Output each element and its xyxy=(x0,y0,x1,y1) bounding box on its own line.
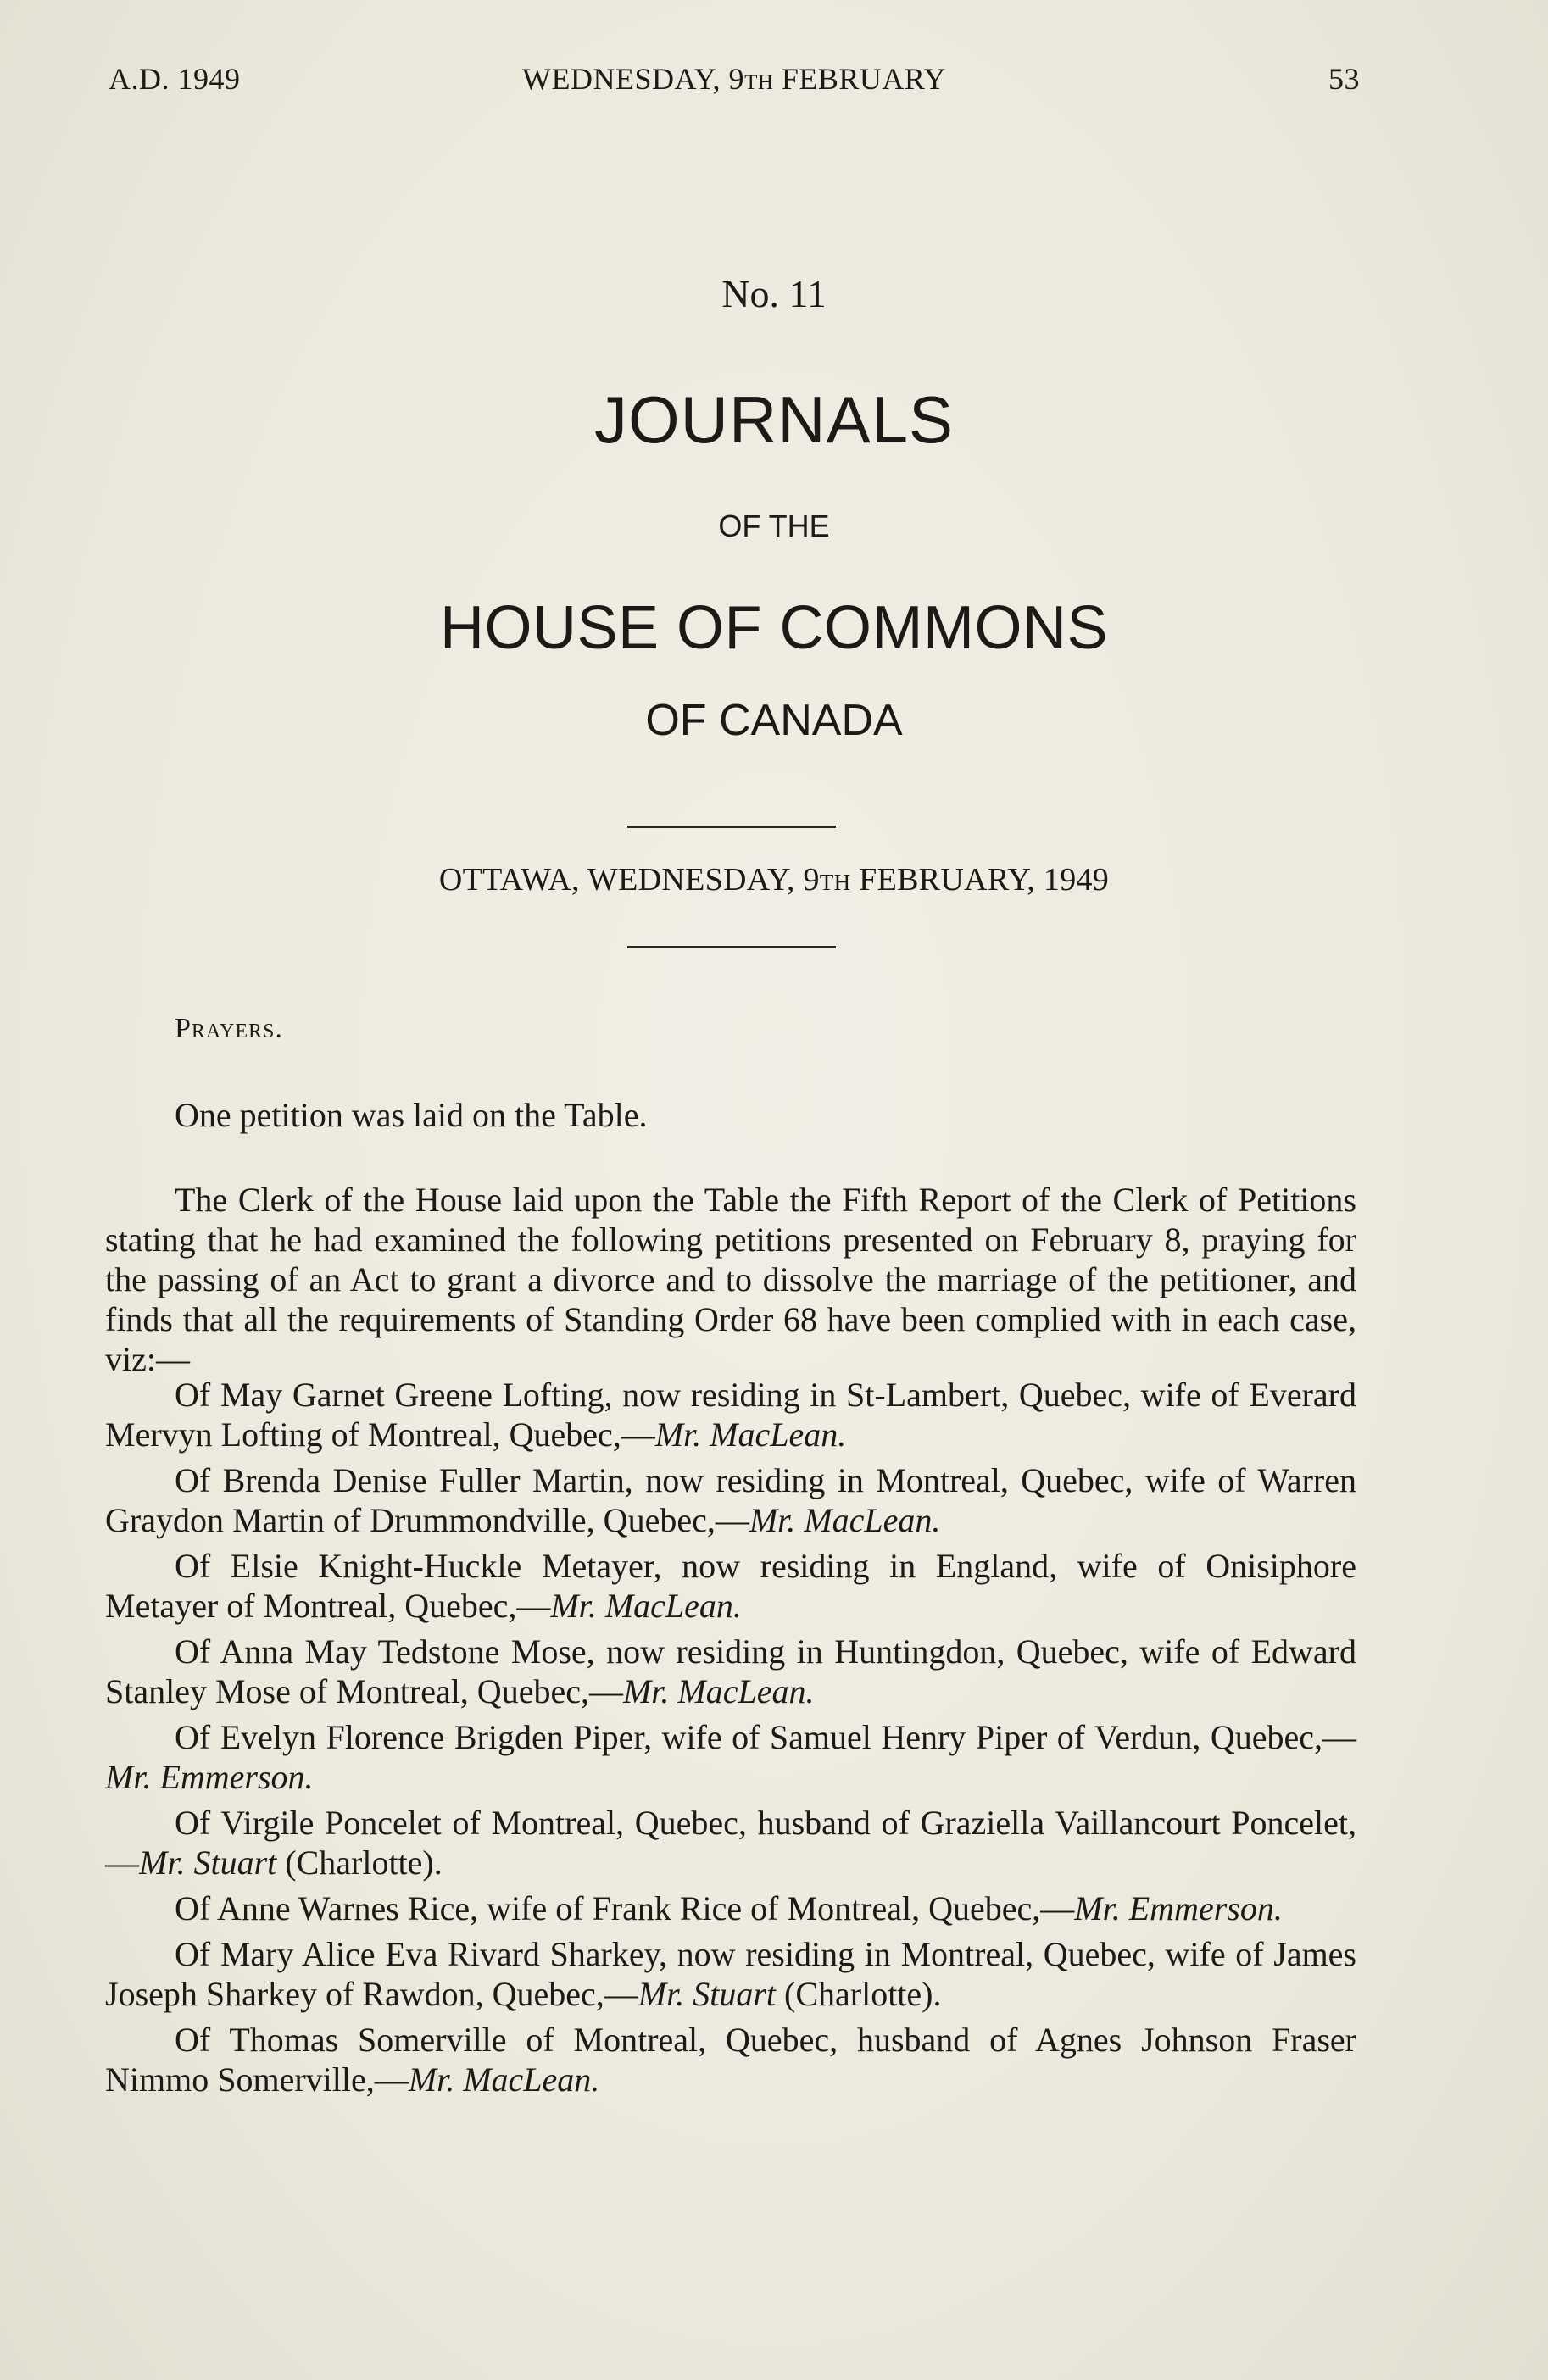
sponsor-riding: (Charlotte). xyxy=(776,1975,942,2013)
petition-entry xyxy=(105,1460,1356,1540)
sponsor-member: Mr. Emmerson. xyxy=(105,1758,314,1796)
petition-text: Of Evelyn Florence Brigden Piper, wife of Samuel Henry Piper of Verdun, Quebec,— xyxy=(175,1718,1356,1756)
petition-text: Of Mary Alice Eva Rivard Sharkey, now residing in Montreal, Quebec, wife of James Joseph Sharkey of Rawdon, Quebec,— xyxy=(105,1935,1356,2013)
journal-title: JOURNALS xyxy=(593,382,955,457)
dateline-ordinal: th xyxy=(819,862,851,898)
sponsor-riding: (Charlotte). xyxy=(276,1843,443,1882)
petition-text: Of Thomas Somerville of Montreal, Quebec, husband of Agnes Johnson Fraser Nimmo Somerville,— xyxy=(105,2021,1356,2099)
petition-entry xyxy=(105,1632,1356,1711)
sponsor-member: Mr. Stuart xyxy=(638,1975,776,2013)
sponsor-member: Mr. MacLean. xyxy=(749,1501,941,1539)
petition-text: Of May Garnet Greene Lofting, now residing in St-Lambert, Quebec, wife of Everard Mervyn Lofting of Montreal, Quebec,— xyxy=(105,1376,1356,1454)
divider-rule xyxy=(627,946,836,948)
petition-text: Of Anne Warnes Rice, wife of Frank Rice of Montreal, Quebec,— xyxy=(175,1889,1075,1927)
petition-text: Of Brenda Denise Fuller Martin, now residing in Montreal, Quebec, wife of Warren Graydon Martin of Drummondville, Quebec,— xyxy=(105,1461,1356,1539)
petition-entry xyxy=(105,1934,1356,2014)
petition-entry xyxy=(105,1546,1356,1626)
prayers-heading: Prayers. xyxy=(175,1013,283,1044)
dateline-rest: FEBRUARY, 1949 xyxy=(850,862,1110,898)
header-date-ordinal: th xyxy=(744,62,774,96)
petition-entry xyxy=(105,2020,1356,2099)
petition-text: Of Virgile Poncelet of Montreal, Quebec, husband of Graziella Vaillancourt Poncelet,— xyxy=(105,1804,1356,1882)
journal-subtitle-of-the: OF THE xyxy=(718,509,830,543)
header-year: A.D. 1949 xyxy=(109,62,241,96)
country-title: OF CANADA xyxy=(645,696,903,745)
petition-text: Of Elsie Knight-Huckle Metayer, now residing in England, wife of Onisiphore Metayer of Montreal, Quebec,— xyxy=(105,1547,1356,1625)
sponsor-member: Mr. Stuart xyxy=(139,1843,277,1882)
sponsor-member: Mr. MacLean. xyxy=(408,2060,600,2099)
divider-rule xyxy=(627,826,836,828)
header-date-month: FEBRUARY xyxy=(773,62,946,96)
sponsor-member: Mr. MacLean. xyxy=(654,1415,847,1454)
petition-entry xyxy=(105,1803,1356,1882)
clerk-report-paragraph: The Clerk of the House laid upon the Table the Fifth Report of the Clerk of Petitions stating that he had examined the following petitions presented on February 8, praying for the passing of an Act to grant a divorce and to dissolve the marriage of the petitioner, and finds that all the requirements of Standing Order 68 have been complied with in each case, viz:— xyxy=(105,1181,1356,1378)
sponsor-member: Mr. MacLean. xyxy=(550,1587,742,1625)
petition-entry xyxy=(105,1717,1356,1797)
page-number: 53 xyxy=(1328,62,1360,96)
header-date-prefix: WEDNESDAY, 9 xyxy=(522,62,745,96)
house-title: HOUSE OF COMMONS xyxy=(439,594,1108,662)
petition-laid-paragraph: One petition was laid on the Table. xyxy=(175,1096,648,1134)
dateline-prefix: OTTAWA, WEDNESDAY, 9 xyxy=(438,862,820,898)
running-head xyxy=(109,61,1360,103)
sponsor-member: Mr. Emmerson. xyxy=(1074,1889,1283,1927)
issue-number: No. 11 xyxy=(721,272,827,315)
petition-text: Of Anna May Tedstone Mose, now residing in Huntingdon, Quebec, wife of Edward Stanley Mose of Montreal, Quebec,— xyxy=(105,1632,1356,1710)
sponsor-member: Mr. MacLean. xyxy=(622,1672,815,1710)
petition-entry xyxy=(105,1375,1356,1454)
dateline xyxy=(0,861,1548,898)
header-date xyxy=(109,61,1360,97)
petition-entry xyxy=(105,1888,1356,1928)
petition-list xyxy=(105,1375,1356,2105)
